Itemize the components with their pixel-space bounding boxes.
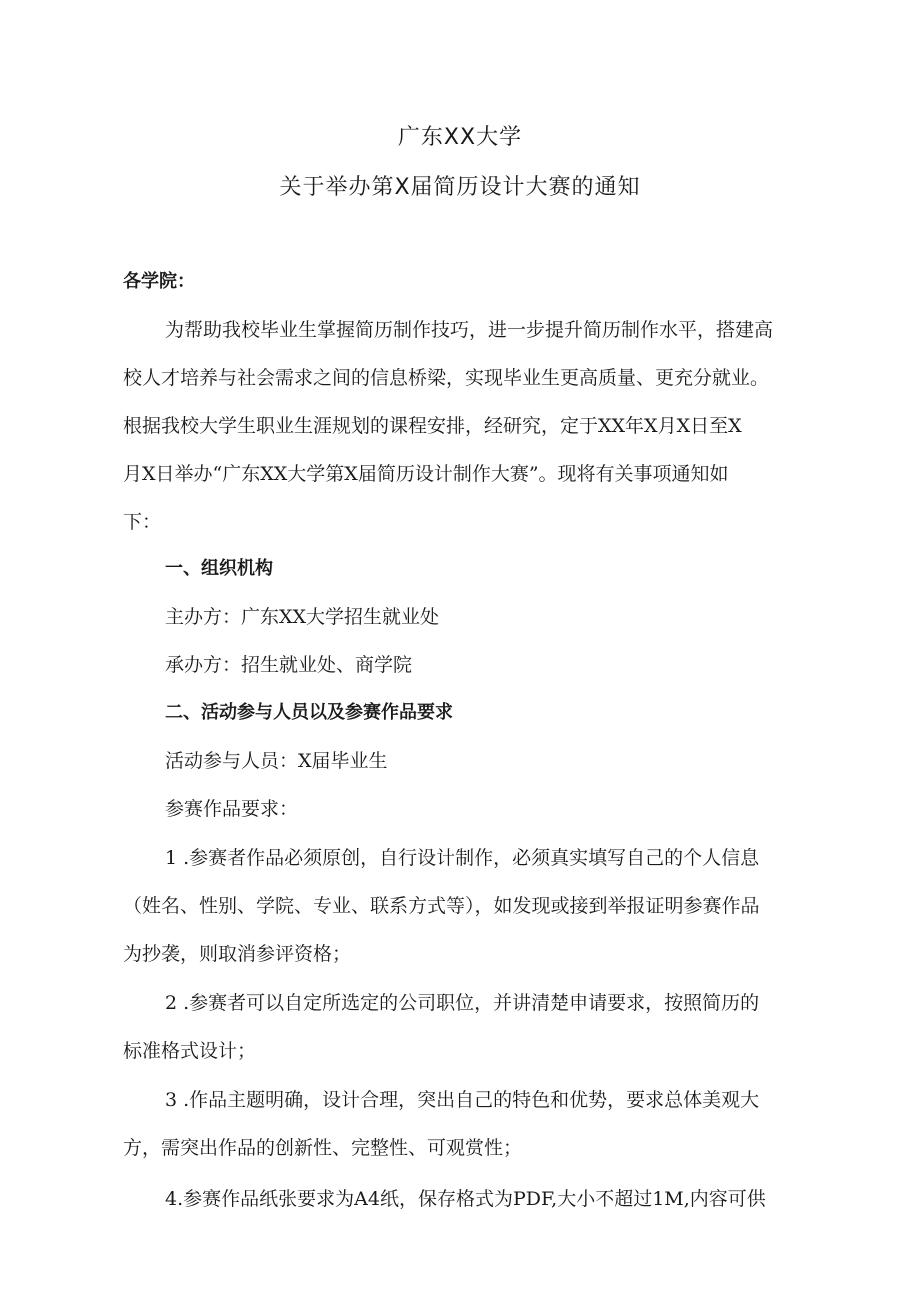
co-organizer-line: 承办方：招生就业处、商学院 xyxy=(165,654,413,676)
participants-line: 活动参与人员：X届毕业生 xyxy=(165,750,388,772)
intro-line-2: 校人才培养与社会需求之间的信息桥梁，实现毕业生更高质量、更充分就业。 xyxy=(123,367,770,389)
requirement-1-line-1: 1 .参赛者作品必须原创，自行设计制作，必须真实填写自己的个人信息 xyxy=(165,847,760,869)
document-title-university: 广东XX大学 xyxy=(397,125,523,150)
requirements-label: 参赛作品要求： xyxy=(165,798,299,820)
salutation: 各学院： xyxy=(123,271,195,292)
section-heading-organization: 一、组织机构 xyxy=(165,558,273,579)
intro-line-3: 根据我校大学生职业生涯规划的课程安排，经研究，定于XX年X月X日至X xyxy=(123,415,742,437)
organizer-line: 主办方：广东XX大学招生就业处 xyxy=(165,606,440,628)
requirement-1-line-2: （姓名、性别、学院、专业、联系方式等），如发现或接到举报证明参赛作品 xyxy=(123,895,760,917)
intro-line-1: 为帮助我校毕业生掌握简历制作技巧，进一步提升简历制作水平，搭建高 xyxy=(165,319,774,341)
requirement-3-line-2: 方，需突出作品的创新性、完整性、可观赏性； xyxy=(123,1137,523,1159)
requirement-2-line-2: 标准格式设计； xyxy=(123,1040,257,1062)
intro-line-5: 下： xyxy=(123,511,162,533)
intro-line-4: 月X日举办“广东XX大学第X届简历设计制作大赛”。现将有关事项通知如 xyxy=(123,463,729,485)
requirement-1-line-3: 为抄袭，则取消参评资格； xyxy=(123,943,352,965)
document-title-notice: 关于举办第X届简历设计大赛的通知 xyxy=(279,175,641,200)
section-heading-participants: 二、活动参与人员以及参赛作品要求 xyxy=(165,702,453,723)
requirement-4-line-1: 4.参赛作品纸张要求为A4纸，保存格式为PDF,大小不超过1M,内容可供 xyxy=(165,1188,766,1210)
requirement-2-line-1: 2 .参赛者可以自定所选定的公司职位，并讲清楚申请要求，按照简历的 xyxy=(165,992,760,1014)
requirement-3-line-1: 3 .作品主题明确，设计合理，突出自己的特色和优势，要求总体美观大 xyxy=(165,1089,760,1111)
